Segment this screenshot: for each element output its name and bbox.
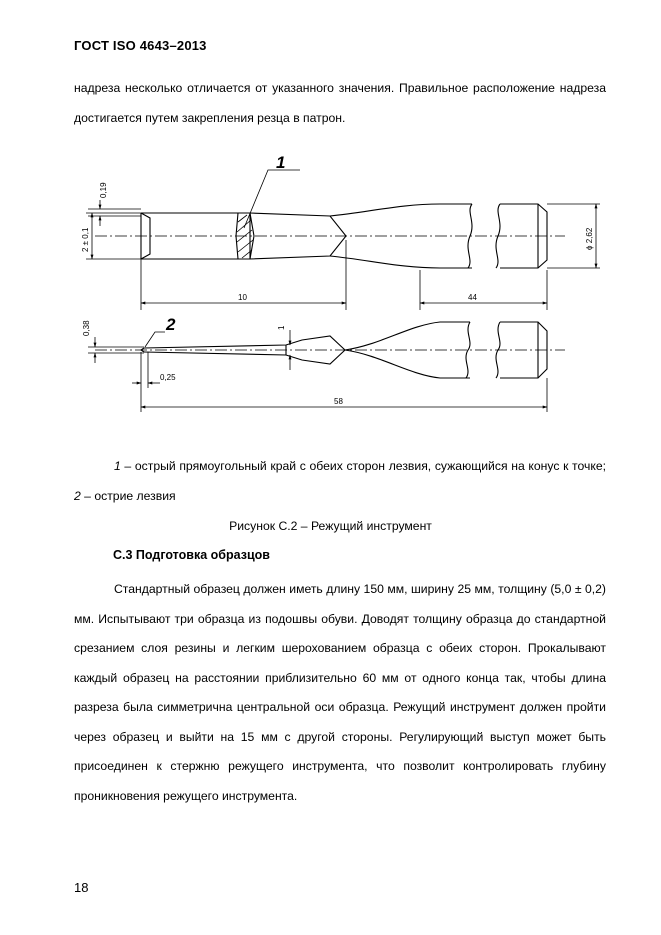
section-title: С.3 Подготовка образцов xyxy=(113,548,270,562)
legend-text-1: – острый прямоугольный край с обеих сторон лезвия, сужающийся на конус к точке; xyxy=(120,459,606,473)
legend-text-2: – острие лезвия xyxy=(80,488,176,503)
page-number: 18 xyxy=(74,880,89,895)
figure-caption: Рисунок С.2 – Режущий инструмент xyxy=(229,519,432,533)
dim-44: 44 xyxy=(468,293,477,302)
legend-num-1: 1 xyxy=(114,459,121,473)
side-dimension-lines xyxy=(88,330,547,412)
document-header: ГОСТ ISO 4643–2013 xyxy=(74,38,207,53)
section-body: Стандартный образец должен иметь длину 150 мм, ширину 25 мм, толщину (5,0 ± 0,2) мм. Испытывают три образца из подошвы обуви. Доводят толщину образца до стандартной срезанием слоя резины и легким шерохованием образца с обеих сторон. Прокалывают каждый образец на расстоянии приблизительно 60 мм от одного конца так, чтобы длина разреза была симметрична центральной оси образца. Режущий инструмент должен пройти через образец и выйти на 15 мм с другой стороны. Регулирующий выступ может быть присоединен к стержню режущего инструмента, что позволит контролировать глубину проникновения режущего инструмента. xyxy=(74,582,606,803)
dim-10: 10 xyxy=(238,293,247,302)
callout-1: 1 xyxy=(276,153,286,172)
dim-1: 1 xyxy=(277,325,286,330)
figure-legend xyxy=(74,452,606,511)
dim-58: 58 xyxy=(334,397,343,406)
intro-paragraph: надреза несколько отличается от указанного значения. Правильное расположение надреза достигается путем закрепления резца в патрон. xyxy=(74,81,606,125)
dim-038: 0,38 xyxy=(82,320,91,336)
dim-2-01: 2 ± 0,1 xyxy=(81,227,90,252)
legend-num-2: 2 xyxy=(74,488,81,503)
callout-2: 2 xyxy=(166,315,176,334)
dim-019: 0,19 xyxy=(99,182,108,198)
hatch-lines xyxy=(237,215,253,258)
dim-262: ϕ 2,62 xyxy=(585,227,594,250)
dim-025: 0,25 xyxy=(160,373,176,382)
cutting-tool-drawing xyxy=(0,140,661,440)
